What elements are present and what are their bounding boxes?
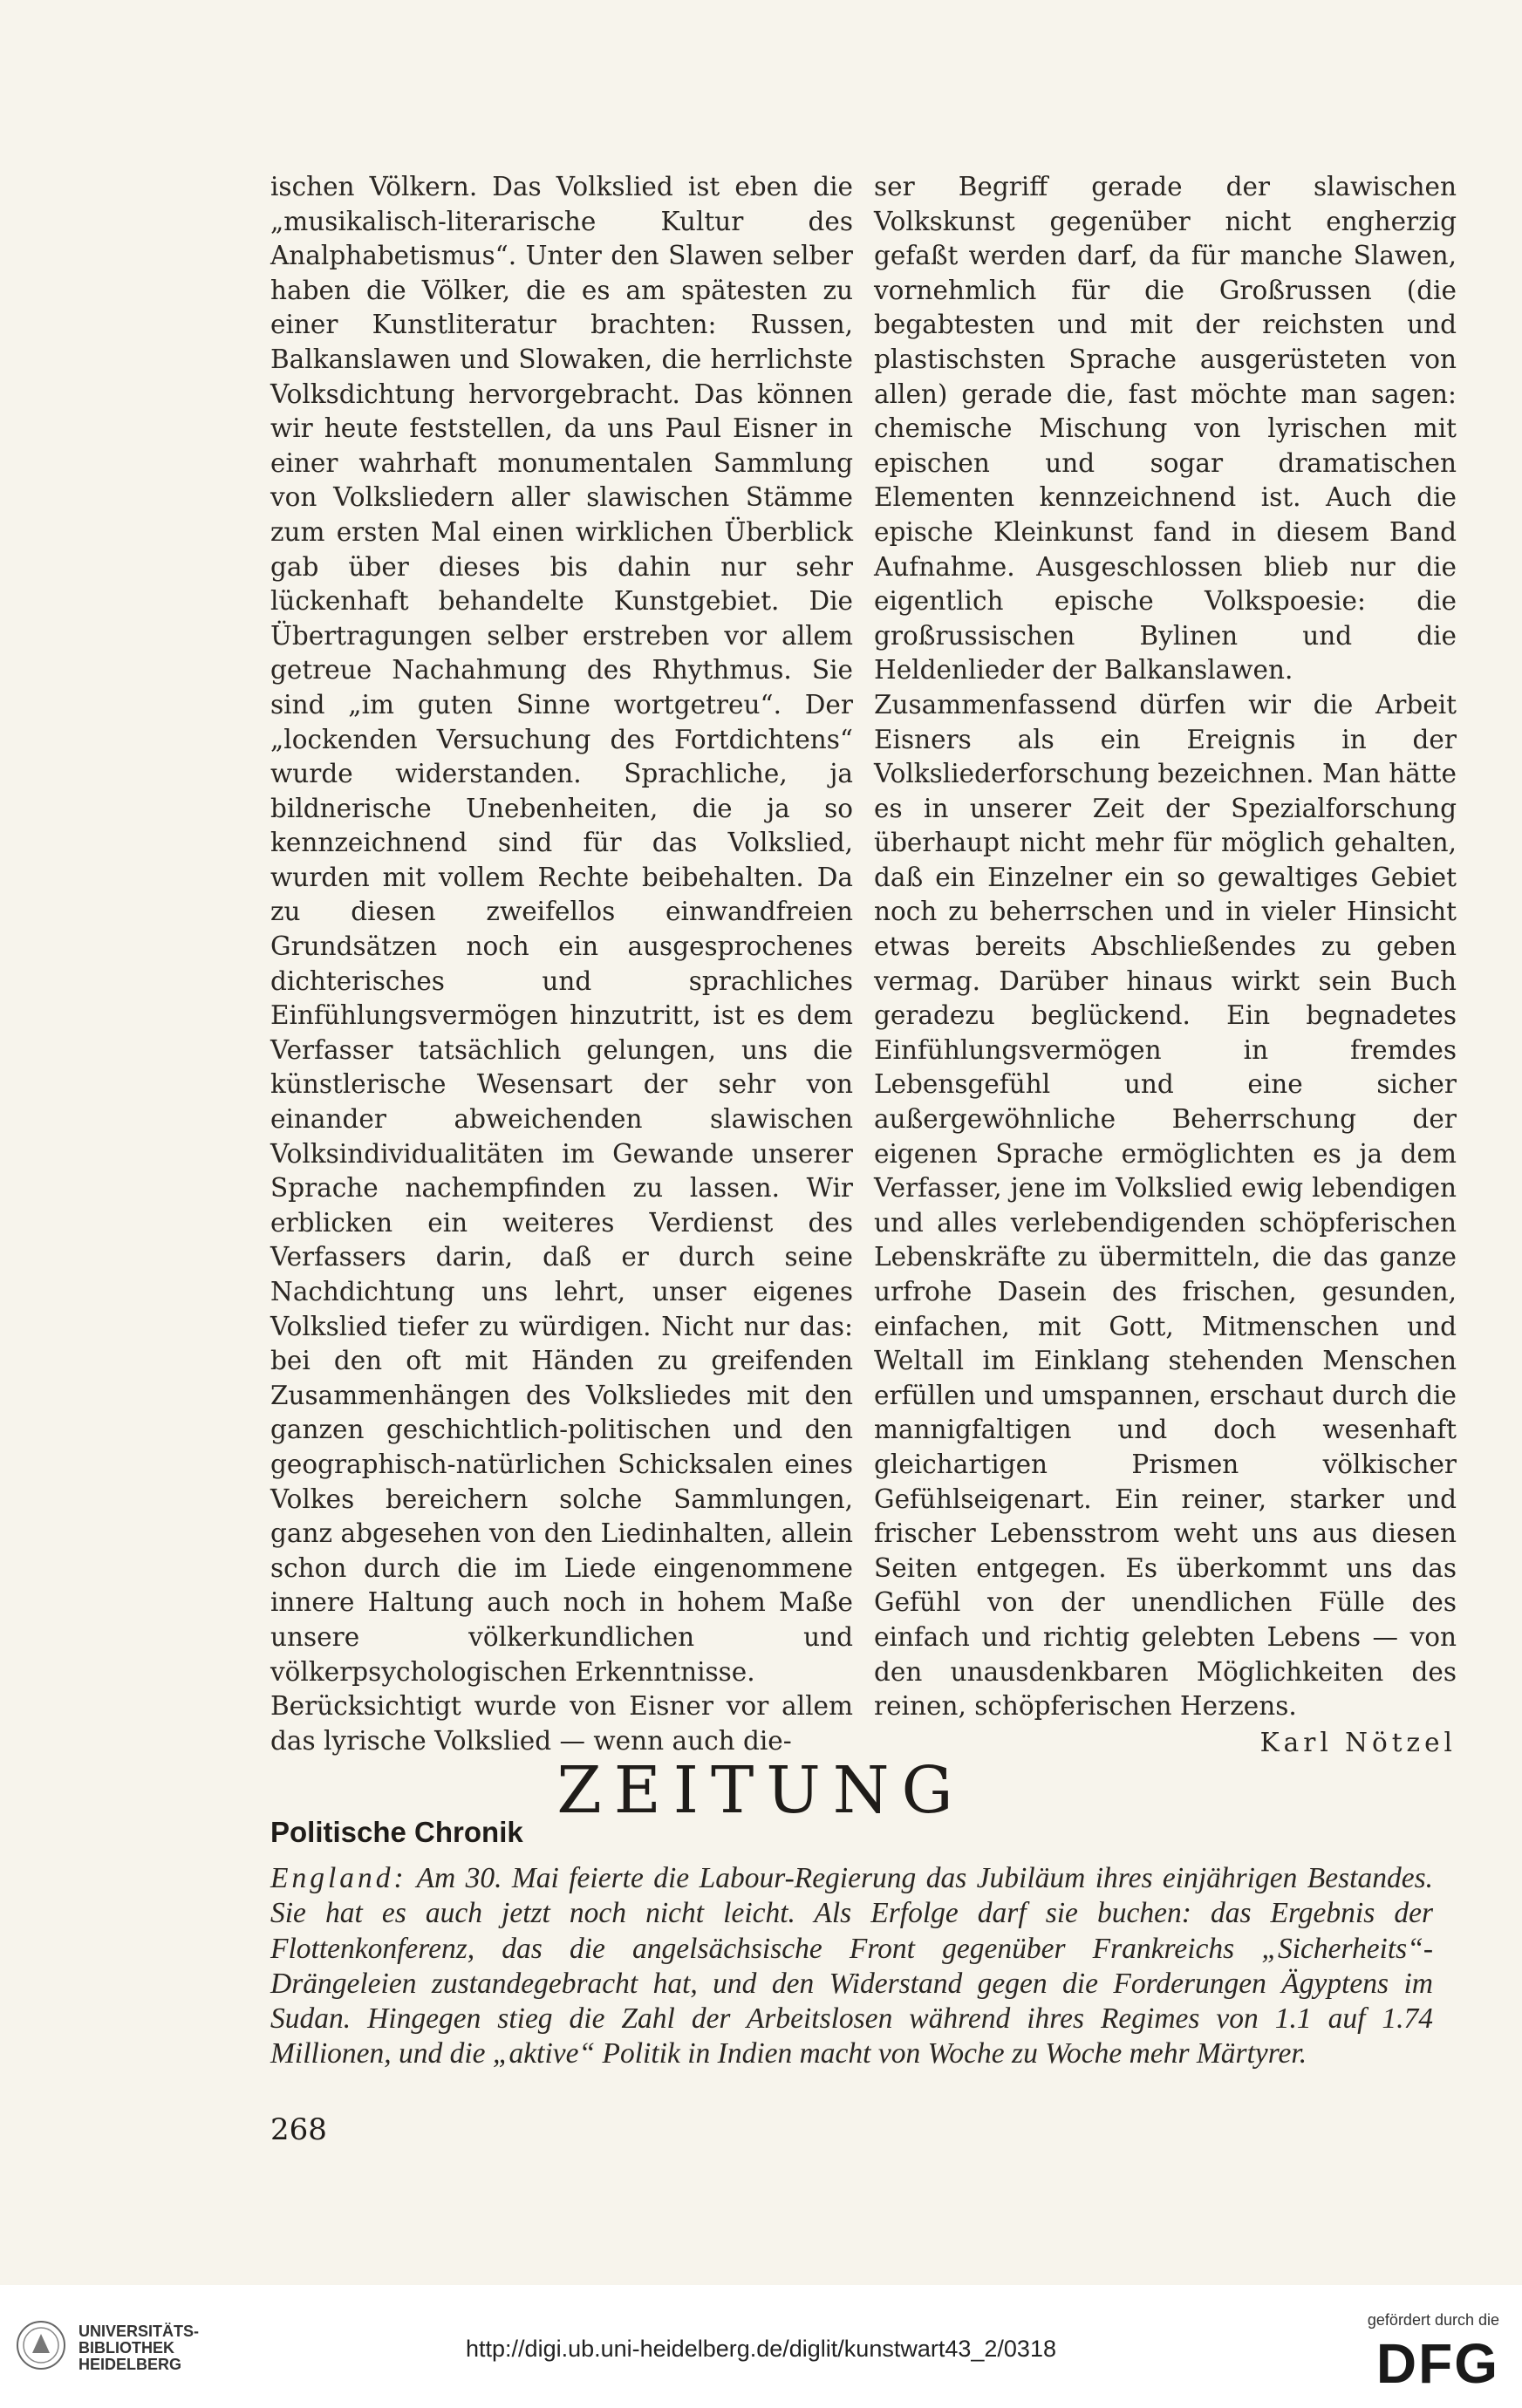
viewer-footer	[0, 2285, 1522, 2408]
right-column	[874, 170, 1457, 1760]
author-signature: Karl Nötzel	[1259, 1727, 1457, 1757]
section-title: Politische Chronik	[270, 1816, 523, 1848]
library-line: UNIVERSITÄTS-	[78, 2323, 200, 2340]
left-column	[270, 170, 853, 1758]
paragraph: Berücksichtigt wurde von Eisner vor allem das lyrische Volkslied — wenn auch die-	[270, 1691, 853, 1756]
chronik-paragraph	[270, 1861, 1433, 2072]
library-line: BIBLIOTHEK	[78, 2339, 174, 2357]
funding-label: gefördert durch die	[1367, 2311, 1499, 2329]
chronik-text: Am 30. Mai feierte die Labour-Regierung das Jubiläum ihres einjährigen Bestandes. Sie hat es auch jetzt noch nicht leicht. Als Erfolge darf sie buchen: das Ergebnis der Flottenkonferenz, das die angelsächsische Front gegenüber Frankreichs „Sicherheits“-Drängeleien zustandegebracht hat, und den Widerstand gegen die Forderungen Ägyptens im Sudan. Hingegen stieg die Zahl der Arbeitslosen während ihres Regimes von 1.1 auf 1.74 Millionen, und die „aktive“ Politik in Indien macht von Woche zu Woche mehr Märtyrer.	[270, 1862, 1433, 2070]
section-heading: ZEITUNG	[556, 1753, 966, 1828]
paragraph: ser Begriff gerade der slawischen Volkskunst gegenüber nicht engherzig gefaßt werden darf, da für manche Slawen, vornehmlich für die Großrussen (die begabtesten und mit der reichsten und plastischsten Sprache ausgerüsteten von allen) gerade die, fast möchte man sagen: chemische Mischung von lyrischen mit epischen und sogar dramatischen Elementen kennzeichnend ist. Auch die epische Kleinkunst fand in diesem Band Aufnahme. Ausgeschlossen blieb nur die eigentlich epische Volkspoesie: die großrussischen Bylinen und die Heldenlieder der Balkanslawen.	[874, 172, 1457, 686]
dfg-logo: DFG	[1375, 2332, 1499, 2395]
paragraph: ischen Völkern. Das Volkslied ist eben die „musikalisch-literarische Kultur des Analphabetismus“. Unter den Slawen selber haben die Völker, die es am spätesten zu einer Kunstliteratur brachten: Russen, Balkanslawen und Slowaken, die herrlichste Volksdichtung hervorgebracht. Das können wir heute feststellen, da uns Paul Eisner in einer wahrhaft monumentalen Sammlung von Volksliedern aller slawischen Stämme zum ersten Mal einen wirklichen Überblick gab über dieses bis dahin nur sehr lückenhaft behandelte Kunstgebiet. Die Übertragungen selber erstreben vor allem getreue Nachahmung des Rhythmus. Sie sind „im guten Sinne wortgetreu“. Der „lockenden Versuchung des Fortdichtens“ wurde widerstanden. Sprachliche, ja bildnerische Unebenheiten, die ja so kennzeichnend sind für das Volkslied, wurden mit vollem Rechte beibehalten. Da zu diesen zweifellos einwandfreien Grundsätzen noch ein ausgesprochenes dichterisches und sprachliches Einfühlungsvermögen hinzutritt, ist es dem Verfasser tatsächlich gelungen, uns die künstlerische Wesensart der sehr von einander abweichenden slawischen Volksindividualitäten im Gewande unserer Sprache nachempfinden zu lassen. Wir erblicken ein weiteres Verdienst des Verfassers darin, daß er durch seine Nachdichtung uns lehrt, unser eigenes Volkslied tiefer zu würdigen. Nicht nur das: bei den oft mit Händen zu greifenden Zusammenhängen des Volksliedes mit den ganzen geschichtlich-politischen und den geographisch-natürlichen Schicksalen eines Volkes bereichern solche Sammlungen, ganz abgesehen von den Liedinhalten, allein schon durch die im Liede eingenommene innere Haltung auch noch in hohem Maße unsere völkerkundlichen und völkerpsychologischen Erkenntnisse.	[270, 172, 853, 1687]
paragraph: Zusammenfassend dürfen wir die Arbeit Eisners als ein Ereignis in der Volksliederforschung bezeichnen. Man hätte es in unserer Zeit der Spezialforschung überhaupt nicht mehr für möglich gehalten, daß ein Einzelner ein so gewaltiges Gebiet noch zu beherrschen und in vieler Hinsicht etwas bereits Abschließendes zu geben vermag. Darüber hinaus wirkt sein Buch geradezu beglückend. Ein begnadetes Einfühlungsvermögen in fremdes Lebensgefühl und eine sicher außergewöhnliche Beherrschung der eigenen Sprache ermöglichten es ja dem Verfasser, jene im Volkslied ewig lebendigen und alles verlebendigenden schöpferischen Lebenskräfte zu übermitteln, die das ganze urfrohe Dasein des frischen, gesunden, einfachen, mit Gott, Mitmenschen und Weltall im Einklang stehenden Menschen erfüllen und umspannen, erschaut durch die mannigfaltigen und doch wesenhaft gleichartigen Prismen völkischer Gefühlseigenart. Ein reiner, starker und frischer Lebensstrom weht uns aus diesen Seiten entgegen. Es überkommt uns das Gefühl von der unendlichen Fülle des einfach und richtig gelebten Lebens — von den unausdenkbaren Möglichkeiten des reinen, schöpferischen Herzens.	[874, 689, 1457, 1722]
source-url-link[interactable]: http://digi.ub.uni-heidelberg.de/diglit/kunstwart43_2/0318	[466, 2336, 1056, 2362]
library-line: HEIDELBERG	[78, 2356, 182, 2373]
page-number: 268	[270, 2112, 327, 2147]
chronik-lead: England:	[270, 1862, 407, 1894]
